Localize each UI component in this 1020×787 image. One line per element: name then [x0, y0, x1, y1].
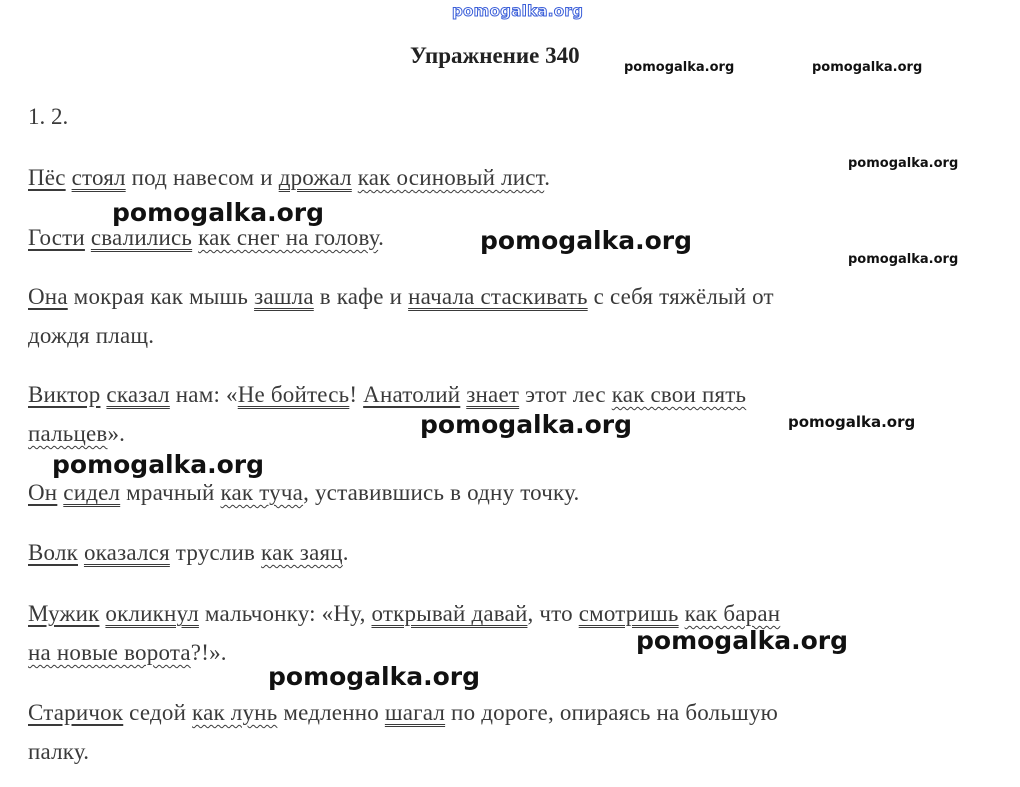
text: по дороге, опираясь на большую: [445, 700, 779, 725]
sentence-1: [28, 165, 550, 191]
predicate: Не бойтесь: [237, 382, 350, 407]
subject: Старичок: [28, 700, 124, 725]
sentence-6: [28, 540, 349, 566]
top-watermark: pomogalka.org: [452, 2, 584, 20]
sentence-4-line-1: [28, 382, 746, 408]
sentence-8-line-1: [28, 700, 778, 726]
watermark: pomogalka.org: [624, 60, 735, 75]
punct: ».: [107, 421, 126, 446]
watermark: pomogalka.org: [112, 198, 325, 227]
predicate: шагал: [384, 700, 446, 725]
watermark: pomogalka.org: [52, 450, 265, 479]
sentence-8-line-2: палку.: [28, 739, 90, 764]
subject: Виктор: [28, 382, 101, 407]
comparison: пальцев: [28, 421, 108, 446]
text: медленно: [277, 700, 385, 725]
comparison: как туча: [220, 480, 304, 505]
predicate: сидел: [63, 480, 121, 505]
sentence-3-line-1: [28, 284, 774, 310]
predicate: открывай давай: [371, 601, 528, 626]
predicate: свалились: [90, 225, 193, 250]
text: с себя тяжёлый от: [587, 284, 774, 309]
sentence-7-line-1: [28, 601, 780, 627]
text: !: [349, 382, 364, 407]
text: мокрая как мышь: [67, 284, 255, 309]
watermark: pomogalka.org: [848, 156, 959, 171]
predicate: оказался: [83, 540, 170, 565]
punct: ?!».: [190, 640, 227, 665]
comparison: как свои пять: [611, 382, 747, 407]
subject: Мужик: [28, 601, 100, 626]
subject: Анатолий: [363, 382, 461, 407]
predicate: дрожал: [278, 165, 352, 190]
text: , уставившись в одну точку.: [303, 480, 580, 505]
punct: .: [378, 225, 385, 250]
watermark: pomogalka.org: [480, 226, 693, 255]
sentence-4-line-2: [28, 421, 125, 447]
text: седой: [123, 700, 193, 725]
exercise-title: Упражнение 340: [410, 43, 580, 68]
predicate: сказал: [106, 382, 170, 407]
subject: Гости: [28, 225, 85, 250]
comparison: как заяц: [261, 540, 343, 565]
text: , что: [527, 601, 579, 626]
text: этот лес: [519, 382, 612, 407]
sentence-5: [28, 480, 579, 506]
predicate: стоял: [71, 165, 126, 190]
comparison: как осиновый лист: [357, 165, 545, 190]
watermark: pomogalka.org: [636, 626, 849, 655]
text: в кафе и: [313, 284, 409, 309]
watermark: pomogalka.org: [420, 410, 633, 439]
text: мрачный: [120, 480, 221, 505]
subject: Пёс: [28, 165, 66, 190]
sentence-2: [28, 225, 384, 251]
predicate: окликнул: [105, 601, 199, 626]
sentence-7-line-2: [28, 640, 227, 666]
watermark: pomogalka.org: [788, 413, 916, 431]
subject: Он: [28, 480, 58, 505]
predicate: начала стаскивать: [408, 284, 588, 309]
text: под навесом и: [125, 165, 279, 190]
comparison: как лунь: [192, 700, 278, 725]
predicate: зашла: [254, 284, 314, 309]
comparison: как снег на голову: [198, 225, 379, 250]
subject: Волк: [28, 540, 78, 565]
text: труслив: [169, 540, 262, 565]
watermark: pomogalka.org: [268, 662, 481, 691]
sentence-3-line-2: дождя плащ.: [28, 323, 155, 348]
watermark: pomogalka.org: [812, 60, 923, 75]
text: мальчонку: «Ну,: [198, 601, 372, 626]
text: нам: «: [169, 382, 238, 407]
punct: .: [544, 165, 551, 190]
subject: Она: [28, 284, 68, 309]
predicate: смотришь: [578, 601, 679, 626]
comparison: на новые ворота: [28, 640, 191, 665]
predicate: знает: [466, 382, 520, 407]
comparison: как баран: [684, 601, 781, 626]
punct: .: [342, 540, 349, 565]
watermark: pomogalka.org: [848, 252, 959, 267]
task-numbers: 1. 2.: [28, 104, 69, 129]
